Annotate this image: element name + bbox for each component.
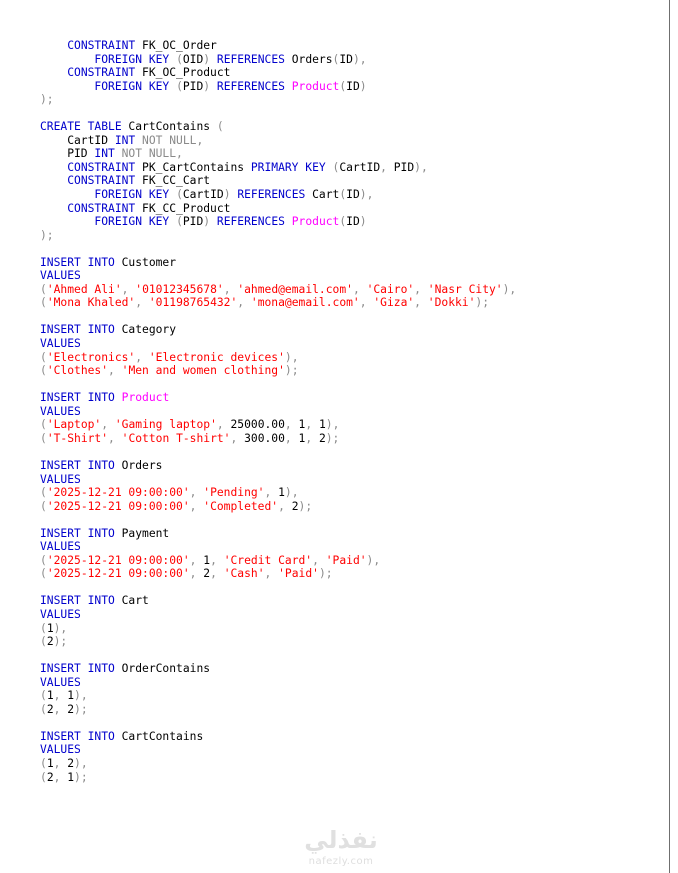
code-token-gray: ); — [74, 702, 88, 716]
code-token-plain: 1 — [271, 486, 285, 500]
code-token-plain — [326, 161, 333, 174]
code-token-str: 'Giza' — [373, 296, 415, 310]
code-token-str: 'Cairo' — [366, 282, 415, 296]
code-token-plain — [40, 53, 94, 66]
code-token-plain — [108, 418, 115, 431]
code-token-plain — [40, 161, 67, 174]
code-token-kw: INSERT INTO — [40, 594, 115, 608]
code-token-str: 'Gaming laptop' — [114, 418, 217, 432]
code-token-str: 'Cotton T-shirt' — [121, 431, 231, 445]
code-line — [40, 161, 516, 175]
blank-line — [40, 378, 516, 392]
code-token-gray: ( — [339, 215, 347, 229]
code-token-gray: ) — [203, 215, 211, 229]
code-token-mag: Product — [291, 79, 340, 93]
code-token-gray: ), — [284, 486, 299, 500]
code-token-gray: ); — [318, 567, 333, 581]
code-token-plain — [40, 174, 67, 187]
code-token-gray: , — [53, 756, 61, 770]
code-token-str: 'Nasr City' — [427, 282, 503, 296]
code-token-str: 'Electronics' — [46, 350, 136, 364]
code-token-plain — [40, 80, 94, 93]
code-token-gray: , — [223, 282, 231, 296]
code-token-plain: 1 — [60, 770, 75, 784]
code-token-gray: ( — [40, 621, 47, 635]
code-token-gray: , — [305, 418, 313, 432]
code-token-str: 'Dokki' — [427, 296, 476, 310]
code-token-kw: CONSTRAINT — [67, 174, 136, 188]
code-token-plain: 2 — [46, 770, 54, 784]
code-token-kw: INSERT INTO — [40, 391, 115, 405]
code-token-gray: ); — [40, 93, 54, 107]
code-token-gray: , — [284, 431, 292, 445]
code-token-plain: 2 — [284, 499, 299, 513]
code-token-kw: VALUES — [40, 269, 81, 283]
code-token-plain: ID — [346, 215, 360, 229]
code-token-gray: , — [121, 282, 129, 296]
code-token-plain — [360, 283, 367, 296]
code-token-gray: ) — [359, 215, 367, 229]
code-token-plain — [40, 202, 67, 215]
code-token-plain: 1 — [46, 689, 54, 703]
code-token-str: 'Clothes' — [46, 364, 109, 378]
code-token-plain — [244, 296, 251, 309]
code-token-gray: ( — [40, 282, 47, 296]
code-token-kw: INSERT INTO — [40, 458, 115, 472]
code-token-kw: REFERENCES — [237, 188, 306, 202]
code-token-kw: FOREIGN KEY — [94, 188, 170, 202]
code-token-plain: 2 — [312, 431, 326, 445]
code-line — [40, 174, 516, 188]
code-token-plain: Cart — [305, 188, 340, 202]
code-token-kw: VALUES — [40, 743, 81, 757]
code-token-plain: PID — [386, 160, 415, 174]
code-token-plain: PID — [40, 147, 95, 161]
code-line — [40, 676, 516, 690]
code-token-kw: INT — [94, 147, 115, 161]
code-token-plain — [421, 296, 428, 309]
code-token-kw: INSERT INTO — [40, 255, 115, 269]
code-token-plain: FK_OC_Order — [135, 39, 217, 52]
code-line — [40, 608, 516, 622]
code-token-plain: 2 — [196, 567, 211, 581]
code-line — [40, 703, 516, 717]
code-token-gray: , — [264, 486, 272, 500]
code-token-plain: Orders — [284, 52, 333, 66]
code-token-plain — [142, 296, 149, 309]
code-token-plain: 2 — [46, 635, 54, 649]
code-token-gray: ), — [414, 160, 428, 174]
code-token-gray: ), — [325, 418, 340, 432]
page-edge-divider — [669, 0, 670, 873]
code-token-plain — [319, 554, 326, 567]
code-token-kw: FOREIGN KEY — [94, 52, 170, 66]
code-token-gray: ( — [176, 215, 183, 229]
code-token-gray: ), — [366, 553, 381, 567]
code-token-gray: ), — [352, 52, 367, 66]
code-token-kw: REFERENCES — [216, 52, 285, 66]
code-token-plain: Payment — [114, 526, 170, 540]
code-line — [40, 662, 516, 676]
code-token-str: 'Men and women clothing' — [121, 364, 285, 378]
code-token-str: 'Mona Khaled' — [46, 296, 136, 310]
code-line — [40, 486, 516, 500]
code-token-kw: VALUES — [40, 675, 81, 689]
code-token-kw: CONSTRAINT — [67, 39, 136, 52]
code-token-plain — [115, 391, 122, 404]
code-token-str: 'Completed' — [203, 499, 279, 513]
code-token-plain: OrderContains — [114, 662, 211, 676]
code-token-plain — [115, 364, 122, 377]
code-token-gray: ) — [203, 79, 211, 93]
code-token-plain: 25000.00 — [223, 418, 285, 432]
blank-line — [40, 513, 516, 527]
code-token-kw: INT — [114, 133, 136, 147]
code-token-gray: ), — [74, 689, 88, 703]
code-token-str: 'Electronic devices' — [148, 350, 285, 364]
code-token-plain: 1 — [291, 431, 306, 445]
code-token-str: 'Paid' — [325, 553, 367, 567]
code-token-gray: NOT NULL, — [114, 147, 183, 161]
code-token-str: 'mona@email.com' — [250, 296, 360, 310]
code-token-plain — [421, 283, 428, 296]
code-token-str: '2025-12-21 09:00:00' — [46, 499, 190, 513]
code-token-kw: FOREIGN KEY — [94, 79, 170, 93]
code-line — [40, 229, 516, 243]
code-token-plain — [210, 80, 217, 93]
code-token-str: 'T-Shirt' — [46, 431, 109, 445]
code-token-gray: ), — [74, 756, 88, 770]
code-token-gray: , — [414, 296, 421, 310]
code-line — [40, 80, 516, 94]
code-token-plain — [40, 66, 67, 79]
code-token-plain: ID — [346, 188, 360, 202]
code-token-plain: FK_CC_Cart — [135, 174, 211, 188]
code-line — [40, 364, 516, 378]
code-token-mag: Product — [291, 215, 340, 229]
code-token-gray: , — [359, 296, 367, 310]
code-token-gray: ) — [223, 188, 231, 202]
code-token-gray: ( — [40, 350, 47, 364]
code-token-gray: , — [53, 702, 61, 716]
code-line — [40, 39, 516, 53]
code-token-str: '2025-12-21 09:00:00' — [46, 567, 190, 581]
code-token-gray: ( — [339, 188, 347, 202]
code-token-kw: CONSTRAINT — [67, 160, 136, 174]
code-token-plain — [217, 554, 224, 567]
code-line — [40, 66, 516, 80]
code-line — [40, 323, 516, 337]
code-line — [40, 757, 516, 771]
code-token-gray: ); — [284, 364, 299, 378]
code-token-gray: ); — [475, 296, 490, 310]
code-token-kw: INSERT INTO — [40, 729, 115, 743]
code-line — [40, 689, 516, 703]
code-line — [40, 391, 516, 405]
code-line — [40, 594, 516, 608]
code-line — [40, 188, 516, 202]
code-token-plain: PK_CartContains — [135, 160, 251, 174]
code-token-str: 'Credit Card' — [223, 553, 313, 567]
nafezly-watermark — [296, 826, 386, 872]
code-token-gray: ( — [40, 431, 47, 445]
code-line — [40, 418, 516, 432]
code-token-plain: Orders — [114, 458, 163, 472]
code-token-kw: INSERT INTO — [40, 526, 115, 540]
code-token-plain: CartContains — [121, 120, 217, 134]
code-token-gray: ( — [40, 364, 47, 378]
code-line — [40, 351, 516, 365]
code-token-kw: REFERENCES — [216, 79, 285, 93]
code-line — [40, 93, 516, 107]
code-line — [40, 120, 516, 134]
code-token-kw: VALUES — [40, 607, 81, 621]
code-token-kw: VALUES — [40, 404, 81, 418]
code-line — [40, 337, 516, 351]
code-token-gray: , — [237, 296, 245, 310]
code-token-kw: CONSTRAINT — [67, 66, 136, 80]
code-token-plain: FK_OC_Product — [135, 66, 231, 80]
code-token-gray: ( — [40, 756, 47, 770]
code-line — [40, 567, 516, 581]
code-token-plain: CartID — [339, 160, 381, 174]
code-token-gray: ), — [359, 188, 374, 202]
code-token-gray: ( — [339, 79, 347, 93]
code-token-gray: , — [101, 418, 109, 432]
code-token-kw: INSERT INTO — [40, 662, 115, 676]
code-token-plain: ID — [346, 79, 360, 93]
code-line — [40, 540, 516, 554]
code-token-gray: , — [230, 431, 238, 445]
code-token-kw: VALUES — [40, 540, 81, 554]
code-token-plain: Customer — [114, 255, 177, 269]
code-token-plain — [40, 39, 67, 52]
code-token-gray: , — [352, 282, 360, 296]
code-token-gray: ( — [216, 120, 224, 134]
code-token-plain — [210, 215, 217, 228]
code-line — [40, 459, 516, 473]
code-token-gray: ( — [40, 635, 47, 649]
code-token-gray: , — [108, 431, 115, 445]
code-line — [40, 432, 516, 446]
code-line — [40, 730, 516, 744]
code-token-gray: ( — [176, 188, 183, 202]
code-token-str: 'Laptop' — [46, 418, 102, 432]
code-token-gray: ), — [284, 350, 299, 364]
code-line — [40, 473, 516, 487]
code-line — [40, 405, 516, 419]
code-token-str: 'ahmed@email.com' — [237, 282, 353, 296]
code-token-gray: ( — [176, 79, 183, 93]
code-token-gray: , — [414, 282, 421, 296]
code-line — [40, 500, 516, 514]
code-token-plain: 2 — [60, 756, 75, 770]
code-line — [40, 269, 516, 283]
code-token-gray: ( — [176, 52, 183, 66]
code-line — [40, 147, 516, 161]
code-token-str: '01198765432' — [148, 296, 238, 310]
code-token-kw: VALUES — [40, 337, 81, 351]
code-token-gray: , — [189, 486, 197, 500]
blank-line — [40, 649, 516, 663]
code-token-kw: INSERT INTO — [40, 323, 115, 337]
code-token-plain: 2 — [46, 702, 54, 716]
code-token-plain: OID — [182, 52, 204, 66]
code-token-gray: ( — [40, 499, 47, 513]
code-token-gray: , — [380, 160, 387, 174]
code-token-gray: , — [264, 567, 272, 581]
code-token-gray: , — [189, 553, 197, 567]
watermark-url: nafezly.com — [308, 856, 374, 867]
code-token-gray: ); — [74, 770, 88, 784]
blank-line — [40, 445, 516, 459]
code-token-gray: NOT NULL, — [135, 133, 204, 147]
blank-line — [40, 310, 516, 324]
code-token-kw: PRIMARY KEY — [250, 160, 326, 174]
code-token-plain — [40, 215, 94, 228]
code-token-gray: , — [210, 553, 217, 567]
code-line — [40, 53, 516, 67]
code-token-gray: ); — [325, 431, 340, 445]
code-token-kw: CONSTRAINT — [67, 201, 136, 215]
code-token-plain — [285, 215, 292, 228]
code-token-kw: VALUES — [40, 472, 81, 486]
code-token-gray: , — [216, 418, 224, 432]
code-token-gray: , — [108, 364, 115, 378]
code-token-plain: 300.00 — [237, 431, 285, 445]
code-token-plain: 1 — [46, 621, 54, 635]
code-token-gray: ( — [332, 52, 340, 66]
code-token-gray: ), — [53, 621, 68, 635]
code-token-plain: CartID — [182, 188, 224, 202]
code-token-gray: ), — [502, 282, 517, 296]
code-token-plain — [115, 432, 122, 445]
code-line — [40, 215, 516, 229]
blank-line — [40, 581, 516, 595]
code-token-str: '01012345678' — [135, 282, 224, 296]
code-line — [40, 202, 516, 216]
code-token-gray: , — [53, 689, 61, 703]
watermark-logo-text: نفذلي — [304, 826, 378, 854]
code-token-plain: Category — [114, 323, 177, 337]
code-token-gray: ) — [359, 79, 367, 93]
code-token-gray: ( — [40, 418, 47, 432]
code-token-gray: , — [53, 770, 61, 784]
code-token-str: 'Ahmed Ali' — [46, 282, 122, 296]
code-token-str: 'Cash' — [223, 567, 265, 581]
code-token-plain — [142, 351, 149, 364]
code-token-str: 'Pending' — [203, 486, 265, 500]
code-line — [40, 743, 516, 757]
sql-code-block — [40, 39, 516, 784]
code-token-gray: , — [210, 567, 217, 581]
code-token-kw: REFERENCES — [216, 215, 285, 229]
code-line — [40, 554, 516, 568]
code-token-gray: ( — [40, 567, 47, 581]
code-line — [40, 256, 516, 270]
code-token-plain: PID — [182, 79, 204, 93]
code-line — [40, 527, 516, 541]
code-token-plain: 1 — [312, 418, 326, 432]
code-token-gray: ( — [40, 702, 47, 716]
code-token-gray: ( — [40, 486, 47, 500]
blank-line — [40, 107, 516, 121]
code-token-gray: , — [135, 350, 143, 364]
code-token-plain: 1 — [60, 689, 75, 703]
code-token-gray: , — [189, 567, 197, 581]
code-token-plain: PID — [182, 215, 204, 229]
code-token-plain: CartID — [40, 133, 115, 147]
code-token-gray: ); — [53, 635, 68, 649]
code-token-plain: 2 — [60, 702, 75, 716]
code-token-gray: ) — [203, 52, 211, 66]
blank-line — [40, 242, 516, 256]
code-token-str: '2025-12-21 09:00:00' — [46, 486, 190, 500]
code-line — [40, 134, 516, 148]
code-token-plain — [40, 188, 94, 201]
code-token-gray: , — [305, 431, 313, 445]
code-token-str: '2025-12-21 09:00:00' — [46, 553, 190, 567]
code-token-gray: ( — [40, 296, 47, 310]
code-token-plain — [217, 567, 224, 580]
code-line — [40, 296, 516, 310]
code-token-gray: ( — [40, 770, 47, 784]
blank-line — [40, 716, 516, 730]
code-token-plain — [285, 80, 292, 93]
code-token-kw: FOREIGN KEY — [94, 215, 170, 229]
code-token-plain: 1 — [196, 553, 211, 567]
code-line — [40, 635, 516, 649]
code-token-plain: Cart — [114, 594, 149, 608]
code-token-mag: Product — [121, 391, 170, 405]
code-token-gray: ); — [40, 228, 54, 242]
code-token-plain — [210, 53, 217, 66]
code-token-gray: ); — [298, 499, 313, 513]
code-token-plain: 1 — [291, 418, 306, 432]
code-token-kw: CREATE TABLE — [40, 120, 122, 134]
code-token-gray: , — [312, 553, 319, 567]
code-token-gray: , — [135, 296, 143, 310]
code-token-plain: CartContains — [114, 729, 204, 743]
code-token-gray: , — [189, 499, 197, 513]
code-token-gray: ( — [332, 160, 340, 174]
code-token-plain: 1 — [46, 756, 54, 770]
code-line — [40, 622, 516, 636]
code-token-gray: , — [284, 418, 292, 432]
code-token-str: 'Paid' — [278, 567, 319, 581]
code-token-plain: FK_CC_Product — [135, 201, 231, 215]
code-token-plain: ID — [339, 52, 353, 66]
code-token-gray: ( — [40, 553, 47, 567]
code-line — [40, 283, 516, 297]
code-token-gray: , — [278, 499, 285, 513]
code-token-gray: ( — [40, 689, 47, 703]
code-line — [40, 771, 516, 785]
